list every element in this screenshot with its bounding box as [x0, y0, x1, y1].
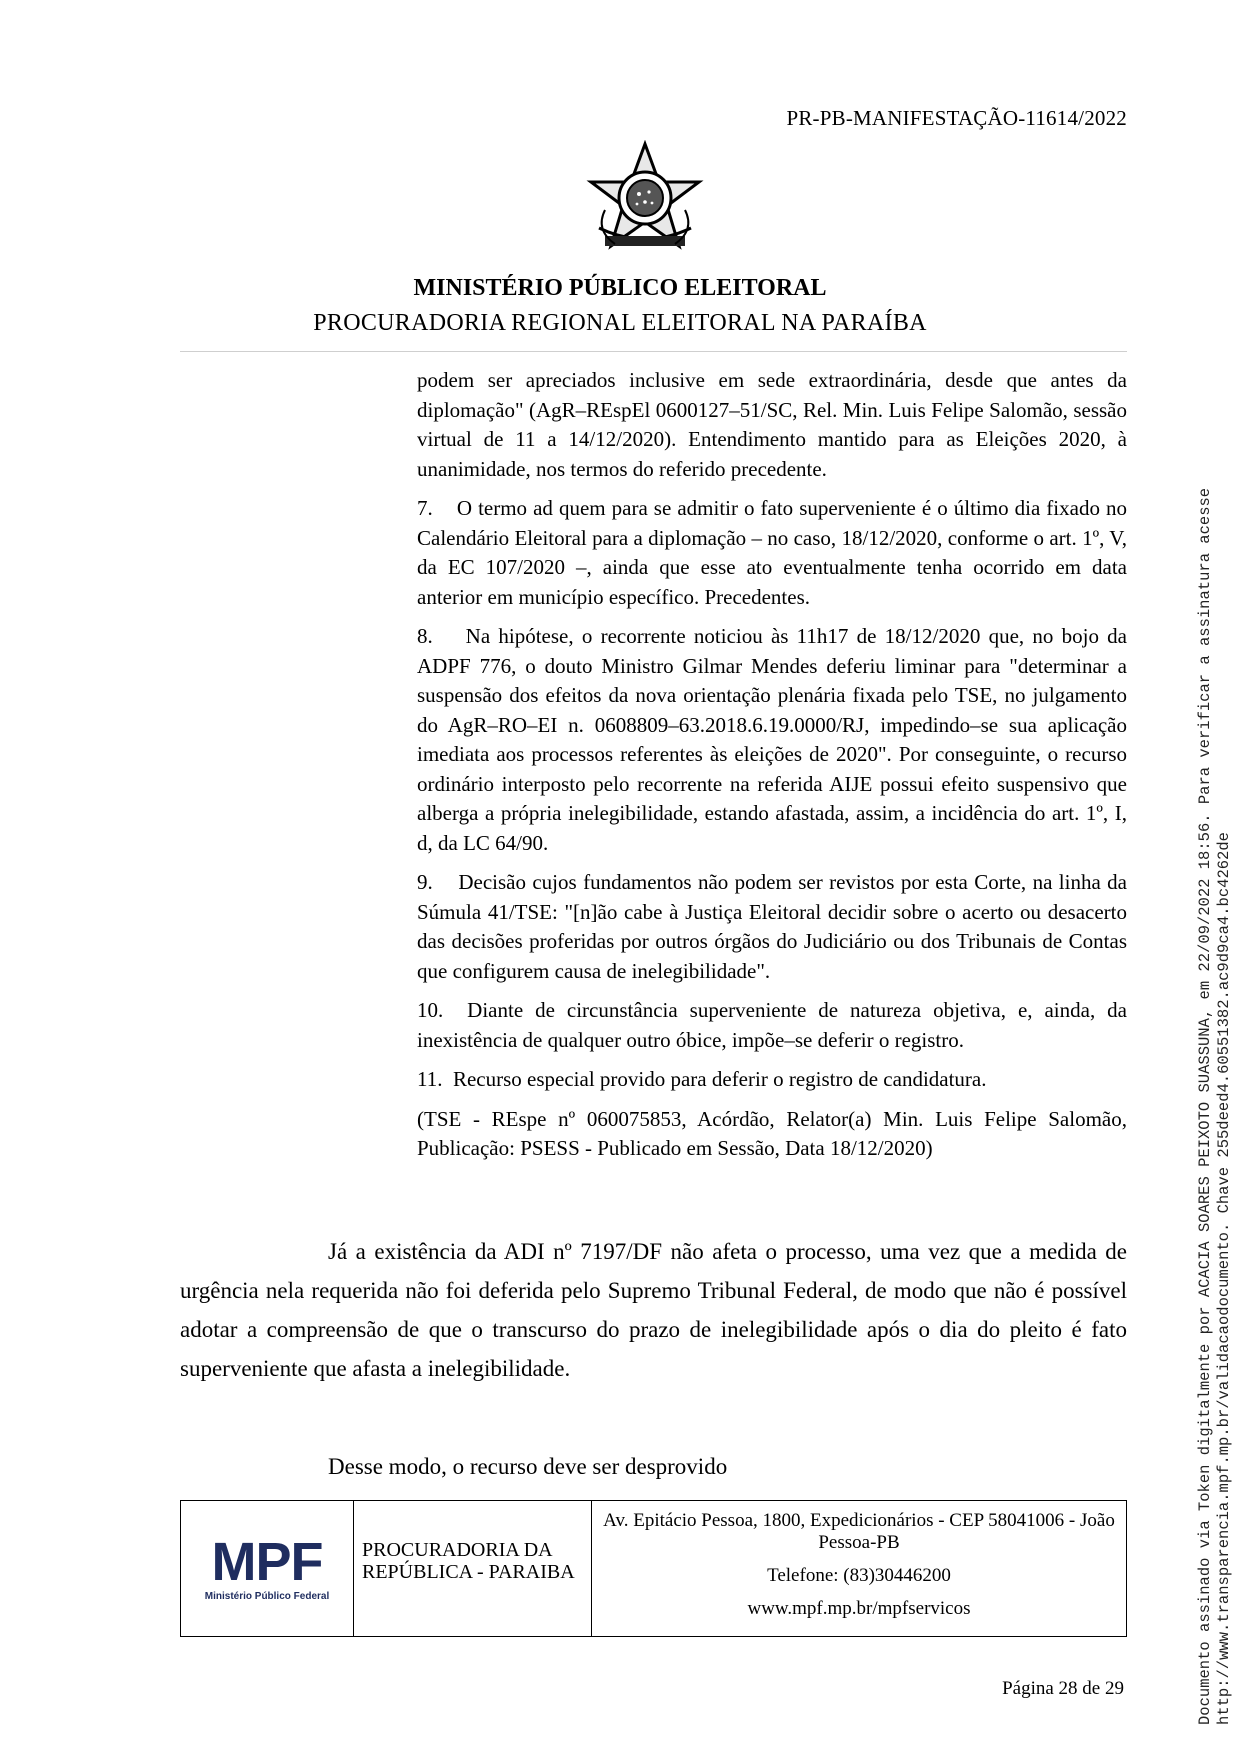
footer-phone: Telefone: (83)30446200: [767, 1565, 951, 1586]
citation-paragraph: podem ser apreciados inclusive em sede extraordinária, desde que antes da diplomação" (AgR–REspEl 0600127–51/SC, Rel. Min. Luis Felipe Salomão, sessão virtual de 11 a 14/12/2020). Entendimento mantido para as Eleições 2020, à unanimidade, nos termos do referido precedente.: [417, 368, 1127, 481]
footer-table: [180, 1500, 1127, 1637]
institution-subtitle: PROCURADORIA REGIONAL ELEITORAL NA PARAÍBA: [313, 310, 927, 336]
footer-address: Av. Epitácio Pessoa, 1800, Expedicionários - CEP 58041006 - João Pessoa-PB: [603, 1510, 1115, 1553]
body-paragraph: Já a existência da ADI nº 7197/DF não afeta o processo, uma vez que a medida de urgência nela requerida não foi deferida pelo Supremo Tribunal Federal, de modo que não é possível adotar a compreensão de que o transcurso do prazo de inelegibilidade após o dia do pleito é fato superveniente que afasta a inelegibilidade.: [180, 1239, 1127, 1381]
footer-website-link[interactable]: www.mpf.mp.br/mpfservicos: [747, 1598, 971, 1619]
mpf-logo-subtext: Ministério Público Federal: [204, 1591, 330, 1602]
citation-paragraph: 9. Decisão cujos fundamentos não podem ser revistos por esta Corte, na linha da Súmula 41/TSE: "[n]ão cabe à Justiça Eleitoral decidir sobre o acerto ou desacerto das decisões proferidas por outros órgãos do Judiciário ou dos Tribunais de Contas que configurem causa de inelegibilidade".: [417, 870, 1127, 983]
header-divider: [180, 351, 1127, 352]
document-number: PR-PB-MANIFESTAÇÃO-11614/2022: [786, 106, 1127, 130]
citation-block: [417, 366, 1127, 1174]
footer-contact: [592, 1501, 1126, 1636]
citation-paragraph: 10. Diante de circunstância superveniente de natureza objetiva, e, ainda, da inexistência de qualquer outro óbice, impõe–se deferir o registro.: [417, 998, 1127, 1052]
footer-unit-name: PROCURADORIA DA REPÚBLICA - PARAIBA: [354, 1501, 592, 1636]
page-number: Página 28 de 29: [1002, 1678, 1124, 1699]
conclusion-paragraph: Desse modo, o recurso deve ser desprovido: [328, 1454, 728, 1479]
mpf-logo-text: MPF: [211, 1532, 323, 1592]
citation-reference: (TSE - REspe nº 060075853, Acórdão, Relator(a) Min. Luis Felipe Salomão, Publicação: PSESS - Publicado em Sessão, Data 18/12/2020): [417, 1106, 1127, 1160]
institution-title: MINISTÉRIO PÚBLICO ELEITORAL: [413, 275, 827, 301]
citation-paragraph: 11. Recurso especial provido para deferir o registro de candidatura.: [417, 1067, 987, 1091]
citation-paragraph: 8. Na hipótese, o recorrente noticiou às 11h17 de 18/12/2020 que, no bojo da ADPF 776, o douto Ministro Gilmar Mendes deferiu liminar para "determinar a suspensão dos efeitos da nova orientação plenária fixada pelo TSE, no julgamento do AgR–RO–EI n. 0608809–63.2018.6.19.0000/RJ, impedindo–se sua aplicação imediata aos processos referentes às eleições de 2020". Por conseguinte, o recurso ordinário interposto pelo recorrente na referida AIJE possui efeito suspensivo que alberga a própria inelegibilidade, estando afastada, assim, a incidência do art. 1º, I, d, da LC 64/90.: [417, 624, 1127, 855]
mpf-logo: [181, 1501, 354, 1636]
signature-note: [1196, 488, 1234, 1725]
signature-validation-link[interactable]: http://www.transparencia.mpf.mp.br/validacaodocumento. Chave 255deed4.60551382.ac9d9ca4.bc4262de: [1215, 832, 1233, 1725]
signature-note-line: Documento assinado via Token digitalmente por ACACIA SOARES PEIXOTO SUASSUNA, em 22/09/2022 18:56. Para verificar a assinatura acesse: [1196, 487, 1214, 1725]
citation-paragraph: 7. O termo ad quem para se admitir o fato superveniente é o último dia fixado no Calendário Eleitoral para a diplomação – no caso, 18/12/2020, conforme o art. 1º, V, da EC 107/2020 –, ainda que esse ato eventualmente tenha ocorrido em data anterior em município específico. Precedentes.: [417, 496, 1127, 609]
brazil-coat-of-arms-icon: [585, 140, 705, 260]
